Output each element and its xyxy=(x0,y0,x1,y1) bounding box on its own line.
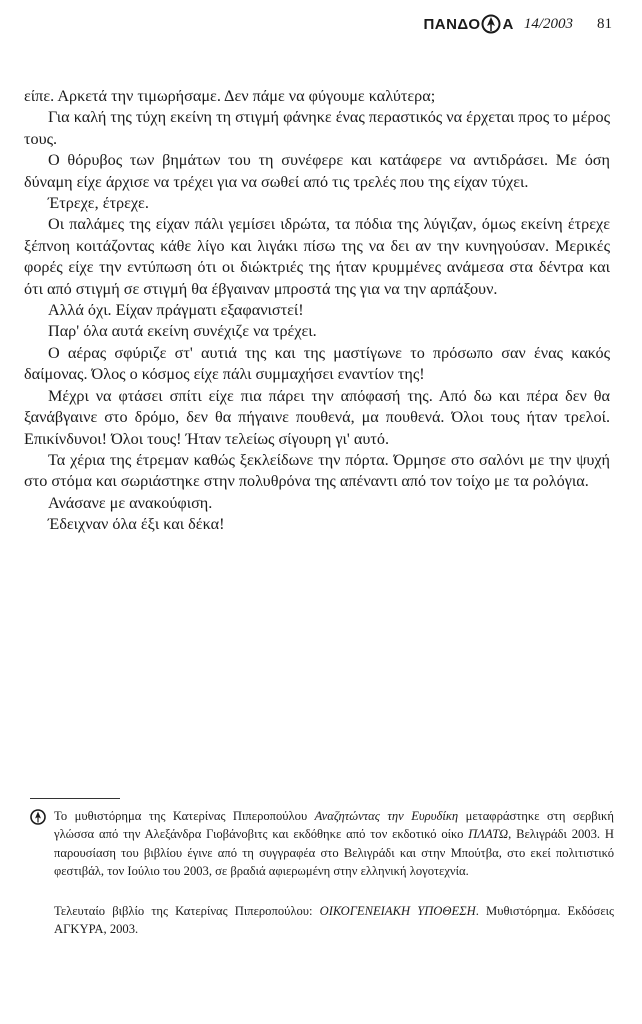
paragraph: είπε. Αρκετά την τιμωρήσαμε. Δεν πάμε να φύγουμε καλύτερα; xyxy=(24,87,436,105)
brand-text-left: ΠΑΝΔΟ xyxy=(423,15,481,33)
footnote-paragraph xyxy=(54,902,614,939)
paragraph: Ανάσανε με ανακούφιση. xyxy=(48,493,213,512)
paragraph: Για καλή της τύχη εκείνη τη στιγμή φάνηκε ένας περαστικός να έρχεται προς το μέρος τους. xyxy=(24,108,610,148)
paragraph: Οι παλάμες της είχαν πάλι γεμίσει ιδρώτα, τα πόδια της λύγιζαν, όμως εκείνη έτρεχε ξέπνοη κοιτάζοντας κάθε λίγο και λιγάκι πίσω της να δει αν την κυνηγούσαν. Μερικές φορές είχε την εντύπωση ότι οι διώκτριές της ήταν κρυμμένες ανάμεσα στα δέντρα και ότι από στιγμή σε στιγμή θα έβγαιναν μπροστά της για να την αρπάξουν. xyxy=(24,215,610,298)
issue-number: 14/2003 xyxy=(523,15,573,32)
pandora-small-logo-icon xyxy=(30,809,46,825)
paragraph: Έτρεχε, έτρεχε. xyxy=(48,194,149,213)
footnote-text: μεταφράστηκε στη σερβική γλώσσα από την Αλεξάνδρα Γιοβάνοβιτς και εκδόθηκε από τον εκδοτικό οίκο xyxy=(54,809,614,842)
paragraph: Παρ' όλα αυτά εκείνη συνέχιζε να τρέχει. xyxy=(48,322,317,341)
page-number: 81 xyxy=(597,15,612,32)
body-text xyxy=(24,86,610,536)
paragraph: Αλλά όχι. Είχαν πράγματι εξαφανιστεί! xyxy=(48,301,304,320)
paragraph: Ο θόρυβος των βημάτων του τη συνέφερε και κατάφερε να αντιδράσει. Με όση δύναμη είχε άρχισε να τρέχει για να σωθεί από τις τρελές που της είχαν τύχει. xyxy=(24,151,610,191)
footnote xyxy=(54,807,614,939)
running-header xyxy=(423,14,612,34)
book-title: ΟΙΚΟΓΕΝΕΙΑΚΗ ΥΠΟΘΕΣΗ xyxy=(319,904,476,919)
paragraph: Ο αέρας σφύριζε στ' αυτιά της και της μαστίγωνε το πρόσωπο σαν ένας κακός δαίμονας. Όλος ο κόσμος είχε πάλι συμμαχήσει εναντίον της! xyxy=(24,343,610,384)
publisher-name: ΠΛΑΤΩ xyxy=(468,827,509,842)
paragraph: Μέχρι να φτάσει σπίτι είχε πια πάρει την απόφασή της. Από δω και πέρα δεν θα ξανάβγαινε στο δρόμο, δεν θα πήγαινε πουθενά, μα πουθενά. Όλοι τους ήταν τρελοί. Επικίνδυνοι! Όλοι τους! Ήταν τελείως σίγουρη γι' αυτό. xyxy=(24,386,610,448)
book-title: Αναζητώντας την Ευρυδίκη xyxy=(314,809,459,823)
pandora-logo-icon xyxy=(481,14,501,34)
footnote-text: , Βελιγράδι 2003. Η παρουσίαση του βιβλίου έγινε από τη συγγραφέα στο Βελιγράδι και στην Μπούτβα, στο εκεί πολιτιστικό φεστιβάλ, τον Ιούλιο του 2003, σε βραδιά αφιερωμένη στην ελληνική λογοτεχνία. xyxy=(54,827,614,878)
footnote-text: . Μυθιστόρημα. Εκδόσεις ΑΓΚΥΡΑ, 2003. xyxy=(54,904,614,937)
journal-logo xyxy=(423,14,513,34)
footnote-text: Τελευταίο βιβλίο της Κατερίνας Πιπεροπούλου: xyxy=(54,904,320,919)
footnote-paragraph xyxy=(54,807,614,880)
footnote-text: Το μυθιστόρημα της Κατερίνας Πιπεροπούλου xyxy=(54,809,315,823)
footnote-divider xyxy=(30,798,120,799)
brand-text-right: Α xyxy=(502,15,514,33)
paragraph: Έδειχναν όλα έξι και δέκα! xyxy=(48,515,225,534)
paragraph: Τα χέρια της έτρεμαν καθώς ξεκλείδωνε την πόρτα. Όρμησε στο σαλόνι με την ψυχή στο στόμα και σωριάστηκε στην πολυθρόνα της απέναντι από τον τοίχο με τα ρολόγια. xyxy=(24,450,610,491)
